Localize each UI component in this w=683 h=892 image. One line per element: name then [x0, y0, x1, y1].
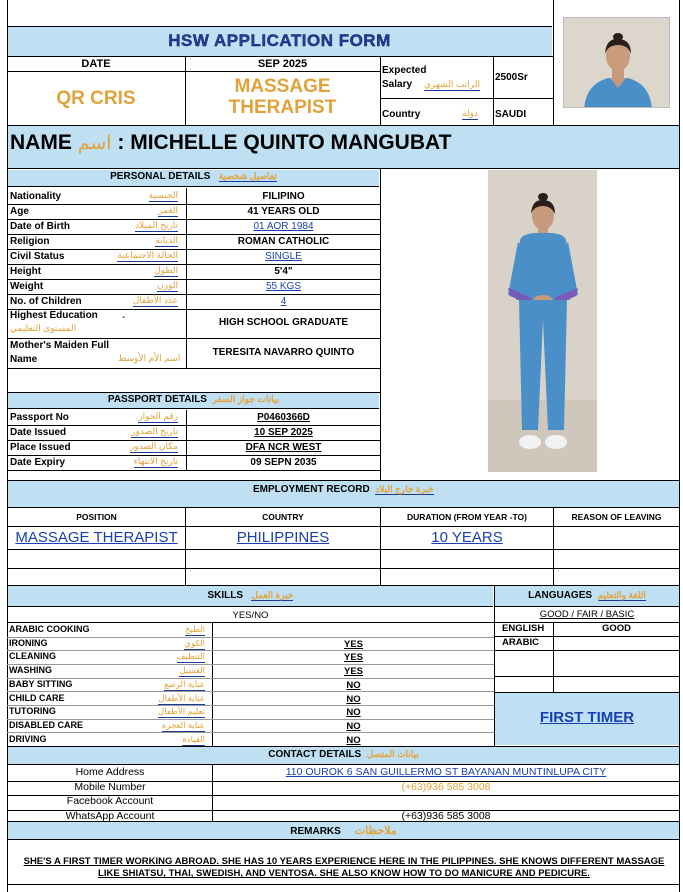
personal-label: Religion [10, 236, 50, 247]
form-title: HSW APPLICATION FORM [168, 31, 391, 50]
passport-label: Date Expiry [10, 457, 66, 468]
skill-value: NO [346, 707, 361, 719]
personal-value: 41 YEARS OLD [247, 206, 320, 217]
employment-column-header: POSITION [76, 512, 117, 522]
contact-details-header: CONTACT DETAILS بيانات المتصل [268, 749, 419, 760]
personal-label-ar: العمر [158, 205, 178, 215]
name-label: NAME [10, 131, 72, 154]
personal-details-header: PERSONAL DETAILS تفاصيل شخصية [110, 171, 277, 182]
language-scale: GOOD / FAIR / BASIC [539, 609, 635, 620]
personal-label: Age [10, 206, 29, 217]
skill-label: BABY SITTING [9, 678, 73, 689]
personal-label: Date of Birth [10, 221, 70, 232]
contact-label: Home Address [75, 766, 145, 778]
skill-label: DISABLED CARE [9, 719, 84, 730]
skill-label: ARABIC COOKING [9, 624, 90, 634]
maiden-name-label-ar: اسم الأم الأوسط [118, 353, 181, 363]
remarks-header: REMARKS ملاحظات [290, 825, 397, 837]
personal-label-ar: الطول [154, 265, 178, 275]
employment-record-header: EMPLOYMENT RECORD خبرة خارج البلاد [253, 484, 434, 495]
skill-value: NO [346, 734, 361, 746]
personal-label: Civil Status [10, 251, 65, 262]
personal-label: Height [10, 266, 42, 277]
personal-label-ar: الجنسية [148, 190, 178, 200]
personal-value: 4 [280, 296, 287, 307]
skill-label-ar: الطبخ [185, 624, 205, 634]
passport-details-header: PASSPORT DETAILS بيانات جواز السفر [107, 394, 280, 405]
position-applied: MASSAGE THERAPIST [228, 76, 337, 118]
date-value: SEP 2025 [257, 58, 308, 70]
personal-label: Nationality [10, 191, 62, 202]
personal-value: 01 AOR 1984 [253, 221, 314, 232]
skill-label: IRONING [9, 637, 48, 648]
skill-label-ar: الكوي [184, 637, 205, 648]
name-colon: : [117, 131, 125, 154]
contact-label: WhatsApp Account [65, 809, 155, 822]
skill-label-ar: التنظيف [176, 651, 205, 662]
skill-value: NO [346, 693, 361, 705]
country-ar: دولة [462, 108, 478, 118]
skill-value: NO [346, 679, 361, 691]
personal-label-ar: عدد الأطفال [132, 295, 178, 305]
passport-label-ar: رقم الجواز [138, 411, 178, 421]
name-label-ar: اسم [77, 133, 112, 154]
passport-label-ar: تاريخ الانتهاء [133, 456, 178, 466]
skills-header: SKILLS خبرة العمل [207, 590, 294, 601]
employment-country: PHILIPPINES [236, 529, 330, 546]
skill-label-ar: عناية العجزة [161, 719, 205, 730]
employment-column-header: COUNTRY [262, 512, 304, 522]
languages-header: LANGUAGES اللغة والتعليم [528, 590, 646, 601]
contact-value: (+63)936 585 3008 [401, 809, 491, 822]
personal-label: No. of Children [10, 296, 82, 307]
skill-label: WASHING [9, 665, 53, 676]
passport-label-ar: مكان الصدور [129, 441, 178, 451]
employment-column-header: DURATION (FROM YEAR -TO) [407, 512, 527, 522]
skill-label-ar: تعليم الأطفال [158, 706, 205, 717]
passport-value: 09 SEPN 2035 [250, 457, 317, 468]
personal-value: FILIPINO [262, 191, 305, 202]
personal-label-ar: الوزن [157, 280, 178, 290]
personal-value: SINGLE [265, 251, 302, 262]
date-label: DATE [81, 58, 111, 70]
education-label: Highest Education [10, 310, 98, 321]
yes-no-label: YES/NO [232, 610, 269, 621]
language-name: ARABIC [502, 637, 539, 648]
personal-value: 55 KGS [265, 281, 302, 292]
education-dash: - [122, 312, 126, 323]
language-level: GOOD [601, 623, 632, 634]
country-value: SAUDI [495, 109, 527, 120]
employment-column-header: REASON OF LEAVING [571, 512, 662, 522]
employment-position: MASSAGE THERAPIST [15, 529, 178, 546]
passport-label: Date Issued [10, 427, 67, 438]
skill-label: TUTORING [9, 706, 56, 717]
personal-value: ROMAN CATHOLIC [237, 236, 330, 247]
passport-value: P0460366D [257, 412, 310, 423]
education-value: HIGH SCHOOL GRADUATE [218, 317, 349, 328]
skill-value: NO [346, 720, 361, 732]
employment-duration: 10 YEARS [431, 529, 503, 546]
expected-salary-value: 2500Sr [495, 72, 528, 83]
personal-label-ar: تاريخ الميلاد [135, 220, 178, 230]
personal-label-ar: الحالة الاجتماعية [117, 250, 178, 260]
remarks-text: SHE'S A FIRST TIMER WORKING ABROAD. SHE HAS 10 YEARS EXPERIENCE HERE IN THE PILIPPINES. SHE KNOWS DIFFERENT MASSAGE LIKE SHIATSU, THAI, SWEDISH, AND VENTOSA. SHE ALSO KNOW HOW TO DO MANICURE AND PEDICURE. [23, 856, 665, 879]
passport-value: 10 SEP 2025 [254, 427, 313, 438]
skill-value: YES [343, 638, 363, 650]
maiden-name-value: TERESITA NAVARRO QUINTO [212, 347, 355, 358]
education-label-ar: المستوى التعليمي [10, 323, 77, 333]
contact-value[interactable]: 110 OUROK 6 SAN GUILLERMO ST BAYANAN MUNTINLUPA CITY [285, 766, 607, 778]
agency-name: QR CRIS [56, 88, 136, 109]
first-timer-badge: FIRST TIMER [539, 709, 635, 726]
passport-label: Passport No [10, 412, 69, 423]
skill-label: DRIVING [9, 733, 47, 744]
language-name: ENGLISH [502, 623, 545, 634]
applicant-name: MICHELLE QUINTO MANGUBAT [130, 131, 452, 154]
personal-label: Weight [10, 281, 44, 292]
expected-salary-ar: الراتب الشهري [424, 79, 480, 89]
skill-label: CHILD CARE [9, 692, 65, 703]
contact-label: Facebook Account [66, 795, 154, 807]
skill-label-ar: عناية الرضع [164, 678, 205, 689]
expected-salary-label: Expected Salary [382, 65, 427, 90]
applicant-full-body-photo [488, 170, 597, 472]
country-label: Country [382, 109, 421, 120]
skill-label-ar: الغسيل [179, 665, 205, 676]
passport-label-ar: تاريخ الصدور [131, 426, 178, 436]
passport-value: DFA NCR WEST [245, 442, 322, 453]
skill-label: CLEANING [9, 651, 56, 662]
applicant-name-line [10, 131, 451, 155]
personal-value: 5'4" [274, 266, 293, 277]
contact-label: Mobile Number [74, 780, 146, 793]
skill-label-ar: عناية الأطفال [158, 692, 205, 703]
personal-label-ar: الديانة [155, 235, 178, 245]
maiden-name-label: Mother's Maiden Full Name [10, 340, 110, 365]
applicant-portrait-photo [563, 17, 670, 108]
skill-value: YES [343, 666, 363, 678]
passport-label: Place Issued [10, 442, 71, 453]
skill-label-ar: القيادة [182, 733, 205, 744]
contact-value: (+63)936 585 3008 [401, 780, 491, 793]
skill-value: YES [343, 652, 363, 664]
